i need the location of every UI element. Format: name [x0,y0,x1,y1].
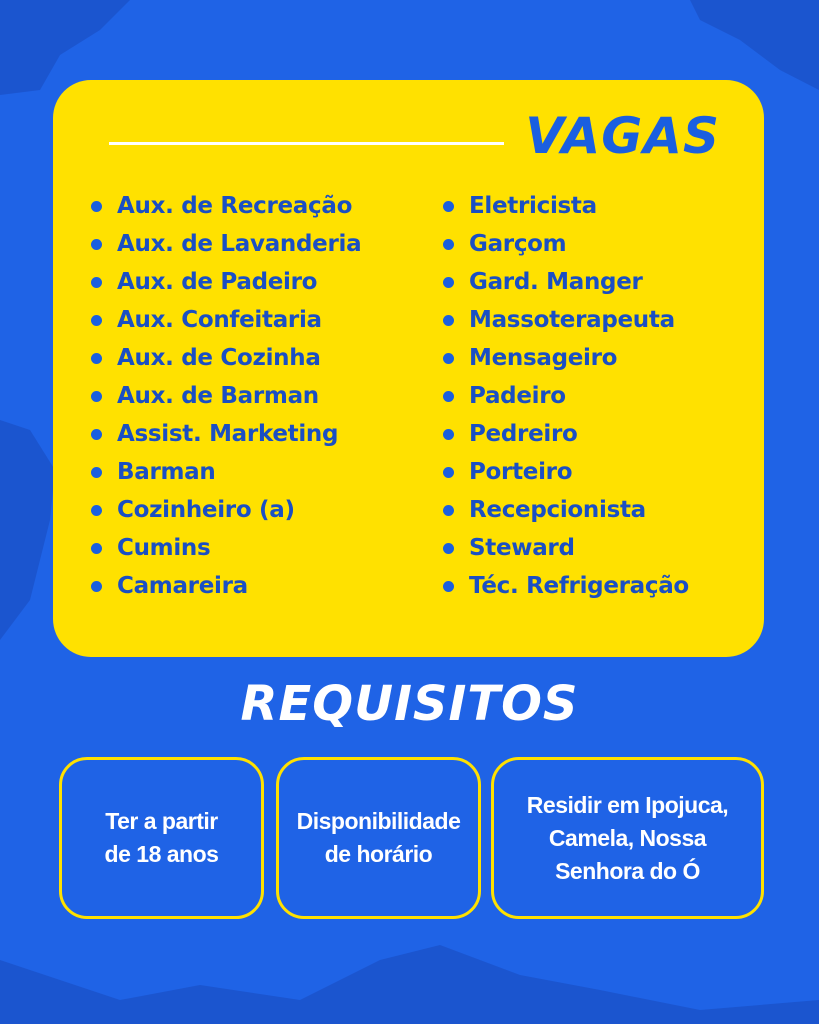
list-item [91,529,361,567]
list-item-label: Mensageiro [469,345,618,371]
bullet-icon [443,581,454,592]
list-item-label: Aux. de Cozinha [117,345,321,371]
list-item-label: Téc. Refrigeração [469,573,689,599]
list-item-label: Camareira [117,573,248,599]
bullet-icon [91,239,102,250]
list-item [91,453,361,491]
list-item-label: Aux. Confeitaria [117,307,322,333]
bullet-icon [91,201,102,212]
list-item [91,301,361,339]
list-item [443,415,689,453]
list-item [443,187,689,225]
bullet-icon [91,315,102,326]
bullet-icon [443,391,454,402]
bullet-icon [443,315,454,326]
list-item-label: Aux. de Padeiro [117,269,318,295]
list-item [91,263,361,301]
list-item-label: Garçom [469,231,567,257]
bullet-icon [443,201,454,212]
vagas-list-right [443,187,689,605]
list-item-label: Assist. Marketing [117,421,339,447]
bullet-icon [443,353,454,364]
list-item-label: Steward [469,535,575,561]
requirement-box-availability [276,757,481,919]
list-item-label: Massoterapeuta [469,307,675,333]
list-item-label: Cumins [117,535,211,561]
list-item-label: Gard. Manger [469,269,643,295]
bullet-icon [443,277,454,288]
title-divider-line [109,142,504,145]
list-item-label: Porteiro [469,459,573,485]
list-item [91,187,361,225]
bullet-icon [91,581,102,592]
list-item-label: Aux. de Recreação [117,193,353,219]
bullet-icon [91,391,102,402]
list-item-label: Padeiro [469,383,566,409]
list-item [443,339,689,377]
list-item [91,567,361,605]
bullet-icon [443,239,454,250]
bullet-icon [91,429,102,440]
list-item [443,377,689,415]
list-item [443,491,689,529]
requirement-text: Disponibilidade de horário [296,808,461,867]
requirement-text: Residir em Ipojuca, Camela, Nossa Senhora do Ó [526,791,729,884]
bullet-icon [91,277,102,288]
list-item [443,301,689,339]
vagas-list-left [91,187,361,605]
bullet-icon [443,505,454,516]
list-item [443,453,689,491]
list-item-label: Barman [117,459,216,485]
list-item-label: Cozinheiro (a) [117,497,295,523]
list-item-label: Pedreiro [469,421,578,447]
bullet-icon [91,505,102,516]
bullet-icon [91,543,102,554]
bullet-icon [91,467,102,478]
list-item [443,225,689,263]
bullet-icon [443,543,454,554]
list-item-label: Eletricista [469,193,597,219]
list-item [91,225,361,263]
list-item [91,377,361,415]
vagas-title: VAGAS [525,107,720,165]
list-item [91,339,361,377]
requisitos-title: REQUISITOS [240,676,579,732]
list-item [91,415,361,453]
list-item-label: Recepcionista [469,497,646,523]
requirement-box-age [59,757,264,919]
list-item [91,491,361,529]
requirement-box-residence [491,757,764,919]
bullet-icon [91,353,102,364]
list-item [443,567,689,605]
list-item [443,529,689,567]
bullet-icon [443,467,454,478]
list-item-label: Aux. de Barman [117,383,319,409]
requirement-text: Ter a partir de 18 anos [104,808,219,867]
bullet-icon [443,429,454,440]
list-item-label: Aux. de Lavanderia [117,231,362,257]
list-item [443,263,689,301]
vagas-card [53,80,764,657]
